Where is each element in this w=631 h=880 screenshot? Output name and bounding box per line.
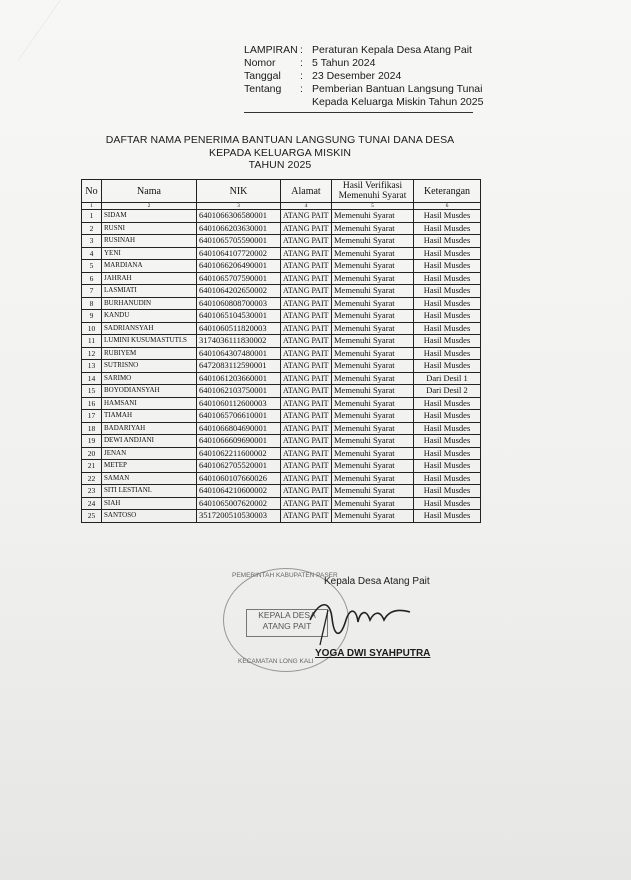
- cell-alamat: ATANG PAIT: [281, 247, 332, 260]
- cell-alamat: ATANG PAIT: [281, 347, 332, 360]
- cell-alamat: ATANG PAIT: [281, 285, 332, 298]
- table-row: [82, 485, 481, 498]
- header-value: 23 Desember 2024: [312, 70, 402, 82]
- cell-keterangan: Hasil Musdes: [414, 260, 481, 273]
- cell-keterangan: Hasil Musdes: [414, 297, 481, 310]
- cell-keterangan: Hasil Musdes: [414, 347, 481, 360]
- table-row: [82, 247, 481, 260]
- cell-keterangan: Hasil Musdes: [414, 447, 481, 460]
- table-row: [82, 347, 481, 360]
- cell-no: 9: [82, 310, 102, 323]
- cell-nama: SAMAN: [102, 472, 197, 485]
- cell-nama: HAMSANI: [102, 397, 197, 410]
- cell-nama: SARIMO: [102, 372, 197, 385]
- cell-keterangan: Hasil Musdes: [414, 235, 481, 248]
- cell-alamat: ATANG PAIT: [281, 335, 332, 348]
- cell-keterangan: Hasil Musdes: [414, 335, 481, 348]
- header-row: [244, 70, 483, 83]
- table-row: [82, 322, 481, 335]
- table-row: [82, 285, 481, 298]
- cell-no: 17: [82, 410, 102, 423]
- table-row: [82, 272, 481, 285]
- cell-alamat: ATANG PAIT: [281, 422, 332, 435]
- cell-no: 24: [82, 497, 102, 510]
- cell-keterangan: Hasil Musdes: [414, 322, 481, 335]
- title-line-2: KEPADA KELUARGA MISKIN: [208, 146, 352, 159]
- cell-alamat: ATANG PAIT: [281, 472, 332, 485]
- table-row: [82, 310, 481, 323]
- cell-alamat: ATANG PAIT: [281, 235, 332, 248]
- cell-nama: LASMIATI: [102, 285, 197, 298]
- cell-keterangan: Hasil Musdes: [414, 272, 481, 285]
- cell-alamat: ATANG PAIT: [281, 497, 332, 510]
- cell-no: 14: [82, 372, 102, 385]
- index-5: 5: [332, 203, 414, 210]
- cell-no: 6: [82, 272, 102, 285]
- cell-verifikasi: Memenuhi Syarat: [332, 510, 414, 523]
- document-title: [80, 134, 480, 172]
- cell-nik: 6401064107720002: [197, 247, 281, 260]
- cell-nama: YENI: [102, 247, 197, 260]
- cell-keterangan: Dari Desil 2: [414, 385, 481, 398]
- cell-nama: SADRIANSYAH: [102, 322, 197, 335]
- cell-nama: MARDIANA: [102, 260, 197, 273]
- table-row: [82, 447, 481, 460]
- cell-alamat: ATANG PAIT: [281, 372, 332, 385]
- table-row: [82, 435, 481, 448]
- table-row: [82, 422, 481, 435]
- table-row: [82, 410, 481, 423]
- header-verifikasi: Hasil Verifikasi Memenuhi Syarat: [332, 180, 414, 203]
- cell-alamat: ATANG PAIT: [281, 385, 332, 398]
- cell-keterangan: Hasil Musdes: [414, 422, 481, 435]
- cell-nama: SITI LESTIANI.: [102, 485, 197, 498]
- cell-nama: BURHANUDIN: [102, 297, 197, 310]
- header-row: [244, 44, 483, 57]
- cell-nama: METEP: [102, 460, 197, 473]
- header-sep: :: [300, 44, 303, 56]
- cell-no: 11: [82, 335, 102, 348]
- cell-no: 3: [82, 235, 102, 248]
- header-nik: NIK: [197, 180, 281, 203]
- cell-alamat: ATANG PAIT: [281, 272, 332, 285]
- header-key: Tentang: [244, 83, 282, 95]
- cell-verifikasi: Memenuhi Syarat: [332, 260, 414, 273]
- cell-nik: 6401064202650002: [197, 285, 281, 298]
- header-sep: :: [300, 57, 303, 69]
- cell-alamat: ATANG PAIT: [281, 447, 332, 460]
- cell-nik: 6401060511820003: [197, 322, 281, 335]
- cell-no: 1: [82, 210, 102, 223]
- cell-verifikasi: Memenuhi Syarat: [332, 310, 414, 323]
- cell-nama: SIDAM: [102, 210, 197, 223]
- cell-alamat: ATANG PAIT: [281, 360, 332, 373]
- cell-verifikasi: Memenuhi Syarat: [332, 347, 414, 360]
- table-header-row: [82, 180, 481, 203]
- header-sep: :: [300, 70, 303, 82]
- table-row: [82, 385, 481, 398]
- signer-title: Kepala Desa Atang Pait: [324, 576, 430, 587]
- header-row: [244, 83, 483, 96]
- cell-nama: BOYODIANSYAH: [102, 385, 197, 398]
- cell-verifikasi: Memenuhi Syarat: [332, 397, 414, 410]
- cell-no: 19: [82, 435, 102, 448]
- cell-keterangan: Hasil Musdes: [414, 460, 481, 473]
- header-nama: Nama: [102, 180, 197, 203]
- cell-nik: 6401066203630001: [197, 222, 281, 235]
- header-keterangan: Keterangan: [414, 180, 481, 203]
- header-value: Kepada Keluarga Miskin Tahun 2025: [312, 96, 484, 108]
- cell-nik: 6401066306580001: [197, 210, 281, 223]
- cell-nama: RUSNI: [102, 222, 197, 235]
- cell-nama: KANDU: [102, 310, 197, 323]
- table-row: [82, 260, 481, 273]
- cell-keterangan: Hasil Musdes: [414, 360, 481, 373]
- cell-keterangan: Hasil Musdes: [414, 497, 481, 510]
- cell-nik: 6401061203660001: [197, 372, 281, 385]
- cell-alamat: ATANG PAIT: [281, 322, 332, 335]
- cell-verifikasi: Memenuhi Syarat: [332, 272, 414, 285]
- cell-alamat: ATANG PAIT: [281, 397, 332, 410]
- title-line-3: TAHUN 2025: [248, 159, 312, 171]
- cell-nama: SIAH: [102, 497, 197, 510]
- cell-verifikasi: Memenuhi Syarat: [332, 460, 414, 473]
- cell-no: 25: [82, 510, 102, 523]
- cell-verifikasi: Memenuhi Syarat: [332, 222, 414, 235]
- table-row: [82, 372, 481, 385]
- table-row: [82, 460, 481, 473]
- cell-keterangan: Hasil Musdes: [414, 285, 481, 298]
- cell-verifikasi: Memenuhi Syarat: [332, 335, 414, 348]
- cell-verifikasi: Memenuhi Syarat: [332, 410, 414, 423]
- handwritten-signature: [300, 590, 420, 650]
- cell-nik: 6401060808700003: [197, 297, 281, 310]
- cell-verifikasi: Memenuhi Syarat: [332, 422, 414, 435]
- header-no: No: [82, 180, 102, 203]
- header-row: [244, 96, 483, 109]
- table-row: [82, 222, 481, 235]
- stamp-line-2: ATANG PAIT: [262, 621, 312, 631]
- cell-nama: LUMINI KUSUMASTUTI.S: [102, 335, 197, 348]
- cell-verifikasi: Memenuhi Syarat: [332, 485, 414, 498]
- header-row: [244, 57, 483, 70]
- stamp-bottom-text: KECAMATAN LONG KALI: [238, 658, 314, 665]
- cell-alamat: ATANG PAIT: [281, 410, 332, 423]
- cell-nik: 6401060107660026: [197, 472, 281, 485]
- cell-keterangan: Hasil Musdes: [414, 410, 481, 423]
- table-row: [82, 360, 481, 373]
- cell-keterangan: Hasil Musdes: [414, 485, 481, 498]
- table-index-row: [82, 203, 481, 210]
- cell-verifikasi: Memenuhi Syarat: [332, 497, 414, 510]
- index-1: 1: [82, 203, 102, 210]
- cell-keterangan: Hasil Musdes: [414, 247, 481, 260]
- cell-nik: 3174036111830002: [197, 335, 281, 348]
- header-key: [244, 96, 300, 109]
- cell-no: 10: [82, 322, 102, 335]
- cell-alamat: ATANG PAIT: [281, 435, 332, 448]
- cell-alamat: ATANG PAIT: [281, 297, 332, 310]
- index-3: 3: [197, 203, 281, 210]
- cell-verifikasi: Memenuhi Syarat: [332, 385, 414, 398]
- cell-nik: 6401062103750001: [197, 385, 281, 398]
- cell-verifikasi: Memenuhi Syarat: [332, 210, 414, 223]
- cell-nik: 6401065705590001: [197, 235, 281, 248]
- table-row: [82, 397, 481, 410]
- cell-nik: 6401066206490001: [197, 260, 281, 273]
- cell-keterangan: Hasil Musdes: [414, 397, 481, 410]
- stamp-top-text: PEMERINTAH KABUPATEN PASER: [232, 572, 338, 579]
- table-row: [82, 235, 481, 248]
- cell-no: 22: [82, 472, 102, 485]
- cell-verifikasi: Memenuhi Syarat: [332, 472, 414, 485]
- cell-alamat: ATANG PAIT: [281, 260, 332, 273]
- table-row: [82, 497, 481, 510]
- header-key: LAMPIRAN: [244, 44, 298, 56]
- cell-nik: 6472083112590001: [197, 360, 281, 373]
- cell-no: 23: [82, 485, 102, 498]
- header-key: Tanggal: [244, 70, 281, 82]
- cell-no: 2: [82, 222, 102, 235]
- cell-nama: DEWI ANDJANI: [102, 435, 197, 448]
- cell-nik: 6401066609690001: [197, 435, 281, 448]
- table-row: [82, 510, 481, 523]
- cell-keterangan: Dari Desil 1: [414, 372, 481, 385]
- cell-no: 20: [82, 447, 102, 460]
- cell-nama: JENAN: [102, 447, 197, 460]
- cell-verifikasi: Memenuhi Syarat: [332, 235, 414, 248]
- cell-nama: TIAMAH: [102, 410, 197, 423]
- cell-nik: 6401066804690001: [197, 422, 281, 435]
- cell-keterangan: Hasil Musdes: [414, 310, 481, 323]
- cell-no: 12: [82, 347, 102, 360]
- cell-nama: SANTOSO: [102, 510, 197, 523]
- stamp-line-1: KEPALA DESA: [258, 610, 316, 620]
- cell-nama: BADARIYAH: [102, 422, 197, 435]
- cell-nik: 3517200510530003: [197, 510, 281, 523]
- cell-nik: 6401065007620002: [197, 497, 281, 510]
- header-sep: [300, 96, 312, 109]
- cell-no: 5: [82, 260, 102, 273]
- title-line-1: DAFTAR NAMA PENERIMA BANTUAN LANGSUNG TUNAI DANA DESA: [105, 134, 455, 146]
- cell-alamat: ATANG PAIT: [281, 222, 332, 235]
- cell-nama: JAHRAH: [102, 272, 197, 285]
- index-2: 2: [102, 203, 197, 210]
- cell-no: 7: [82, 285, 102, 298]
- cell-alamat: ATANG PAIT: [281, 510, 332, 523]
- cell-nik: 6401064307480001: [197, 347, 281, 360]
- cell-keterangan: Hasil Musdes: [414, 510, 481, 523]
- cell-no: 8: [82, 297, 102, 310]
- index-6: 6: [414, 203, 481, 210]
- cell-keterangan: Hasil Musdes: [414, 472, 481, 485]
- cell-no: 15: [82, 385, 102, 398]
- cell-nik: 6401062705520001: [197, 460, 281, 473]
- cell-nik: 6401062211600002: [197, 447, 281, 460]
- cell-nik: 6401065706610001: [197, 410, 281, 423]
- cell-verifikasi: Memenuhi Syarat: [332, 372, 414, 385]
- table-row: [82, 210, 481, 223]
- table-row: [82, 335, 481, 348]
- cell-no: 13: [82, 360, 102, 373]
- cell-verifikasi: Memenuhi Syarat: [332, 322, 414, 335]
- cell-keterangan: Hasil Musdes: [414, 210, 481, 223]
- header-value: 5 Tahun 2024: [312, 57, 376, 69]
- cell-no: 21: [82, 460, 102, 473]
- cell-verifikasi: Memenuhi Syarat: [332, 297, 414, 310]
- document-header: [244, 44, 483, 113]
- header-sep: :: [300, 83, 303, 95]
- table-row: [82, 472, 481, 485]
- cell-keterangan: Hasil Musdes: [414, 435, 481, 448]
- cell-nik: 6401064210600002: [197, 485, 281, 498]
- index-4: 4: [281, 203, 332, 210]
- recipient-table: [81, 179, 481, 523]
- cell-alamat: ATANG PAIT: [281, 210, 332, 223]
- cell-no: 16: [82, 397, 102, 410]
- header-alamat: Alamat: [281, 180, 332, 203]
- cell-verifikasi: Memenuhi Syarat: [332, 360, 414, 373]
- cell-alamat: ATANG PAIT: [281, 310, 332, 323]
- header-value: Pemberian Bantuan Langsung Tunai: [312, 83, 483, 95]
- cell-nik: 6401060112600003: [197, 397, 281, 410]
- header-underline: [244, 112, 473, 113]
- cell-keterangan: Hasil Musdes: [414, 222, 481, 235]
- cell-nik: 6401065707590001: [197, 272, 281, 285]
- cell-nik: 6401065104530001: [197, 310, 281, 323]
- header-key: Nomor: [244, 57, 276, 69]
- signer-name: YOGA DWI SYAHPUTRA: [315, 648, 431, 659]
- cell-alamat: ATANG PAIT: [281, 460, 332, 473]
- cell-no: 4: [82, 247, 102, 260]
- cell-verifikasi: Memenuhi Syarat: [332, 247, 414, 260]
- header-value: Peraturan Kepala Desa Atang Pait: [312, 44, 472, 56]
- cell-nama: RUBIYEM: [102, 347, 197, 360]
- cell-alamat: ATANG PAIT: [281, 485, 332, 498]
- cell-nama: SUTRISNO: [102, 360, 197, 373]
- cell-verifikasi: Memenuhi Syarat: [332, 435, 414, 448]
- cell-verifikasi: Memenuhi Syarat: [332, 447, 414, 460]
- cell-no: 18: [82, 422, 102, 435]
- cell-verifikasi: Memenuhi Syarat: [332, 285, 414, 298]
- table-row: [82, 297, 481, 310]
- cell-nama: RUSINAH: [102, 235, 197, 248]
